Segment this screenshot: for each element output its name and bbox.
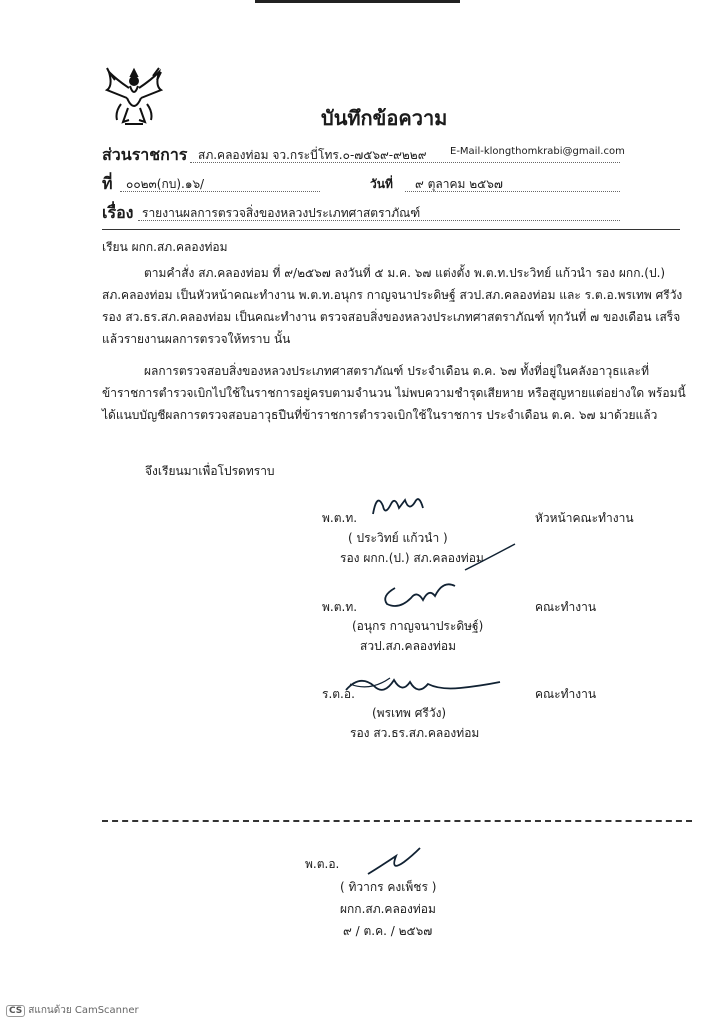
agency-dotted-line bbox=[190, 162, 620, 163]
signatory-1-rank: พ.ต.ท. bbox=[322, 511, 358, 525]
subject-value: รายงานผลการตรวจสิ่งของหลวงประเภทศาสตราภัณฑ์ bbox=[142, 206, 421, 220]
scanner-watermark-text: สแกนด้วย CamScanner bbox=[28, 1005, 139, 1016]
subject-label: เรื่อง bbox=[102, 203, 134, 222]
closing-text: จึงเรียนมาเพื่อโปรดทราบ bbox=[145, 464, 275, 478]
signatory-1-role: หัวหน้าคณะทำงาน bbox=[535, 511, 634, 525]
signature-3 bbox=[340, 666, 530, 706]
header-divider bbox=[102, 229, 680, 230]
garuda-emblem-icon bbox=[103, 64, 165, 132]
approval-date: ๙ / ต.ค. / ๒๕๖๗ bbox=[343, 924, 433, 938]
signatory-2-role: คณะทำงาน bbox=[535, 600, 597, 614]
date-dotted-line bbox=[405, 191, 620, 192]
ref-dotted-line bbox=[120, 191, 320, 192]
signatory-3-rank: ร.ต.อ. bbox=[322, 687, 355, 701]
salutation: เรียน ผกก.สภ.คลองท่อม bbox=[102, 240, 228, 254]
paragraph-1-text: ตามคำสั่ง สภ.คลองท่อม ที่ ๙/๒๕๖๗ ลงวันที่ ๕ ม.ค. ๖๗ แต่งตั้ง พ.ต.ท.ประวิทย์ แก้วนำ รอง ผกก.(ป.) สภ.คลองท่อม เป็นหัวหน้าคณะทำงาน พ.ต.ท.อนุกร กาญจนาประดิษฐ์ สวป.สภ.คลองท่อม และ ร.ต.อ.พรเทพ ศรีวัง รอง สว.ธร.สภ.คลองท่อม เป็นคณะทำงาน ตรวจสอบสิ่งของหลวงประเภทศาสตราภัณฑ์ ทุกวันที่ ๗ ของเดือน เสร็จแล้วรายงานผลการตรวจให้ทราบ นั้น bbox=[102, 266, 683, 346]
approval-rank: พ.ต.อ. bbox=[305, 857, 340, 871]
scanner-watermark bbox=[6, 1003, 139, 1018]
signatory-3-position: รอง สว.ธร.สภ.คลองท่อม bbox=[350, 726, 480, 740]
subject-dotted-line bbox=[138, 220, 620, 221]
date-label: วันที่ bbox=[370, 177, 393, 191]
paragraph-2-text: ผลการตรวจสอบสิ่งของหลวงประเภทศาสตราภัณฑ์ ประจำเดือน ต.ค. ๖๗ ทั้งที่อยู่ในคลังอาวุธและที่ข้าราชการตำรวจเบิกไปใช้ในราชการอยู่ครบตามจำนวน ไม่พบความชำรุดเสียหาย หรือสูญหายแต่อย่างใด พร้อมนี้ ได้แนบบัญชีผลการตรวจสอบอาวุธปืนที่ข้าราชการตำรวจเบิกใช้ในราชการ ประจำเดือน ต.ค. ๖๗ มาด้วยแล้ว bbox=[102, 364, 686, 422]
signatory-2-position: สวป.สภ.คลองท่อม bbox=[360, 639, 457, 653]
ref-label: ที่ bbox=[102, 174, 113, 193]
approval-position: ผกก.สภ.คลองท่อม bbox=[340, 902, 436, 916]
signature-2 bbox=[365, 540, 535, 620]
ref-value: ๐๐๒๓(กบ).๑๖/ bbox=[126, 177, 205, 191]
signatory-1-name: ( ประวิทย์ แก้วนำ ) bbox=[348, 531, 448, 545]
memo-title: บันทึกข้อความ bbox=[321, 106, 448, 130]
agency-email: E-Mail-klongthomkrabi@gmail.com bbox=[450, 146, 625, 157]
signatory-2-name: (อนุกร กาญจนาประดิษฐ์) bbox=[352, 619, 484, 633]
agency-value: สภ.คลองท่อม จว.กระบี่ bbox=[198, 148, 318, 162]
approval-name: ( ทิวากร คงเพ็ชร ) bbox=[340, 880, 437, 894]
camscanner-logo-icon: CS bbox=[6, 1005, 25, 1017]
scan-edge-bar bbox=[255, 0, 460, 3]
signatory-1-position: รอง ผกก.(ป.) สภ.คลองท่อม bbox=[340, 551, 484, 565]
agency-label: ส่วนราชการ bbox=[102, 145, 188, 164]
signatory-3-role: คณะทำงาน bbox=[535, 687, 597, 701]
paragraph-2 bbox=[102, 360, 690, 426]
signature-1 bbox=[365, 486, 445, 526]
section-divider bbox=[102, 820, 692, 822]
signatory-2-rank: พ.ต.ท. bbox=[322, 600, 358, 614]
date-value: ๙ ตุลาคม ๒๕๖๗ bbox=[415, 177, 503, 191]
signatory-3-name: (พรเทพ ศรีวัง) bbox=[372, 706, 447, 720]
paragraph-1 bbox=[102, 262, 690, 350]
agency-phone: โทร.๐-๗๕๖๙-๙๒๒๙ bbox=[318, 148, 427, 162]
